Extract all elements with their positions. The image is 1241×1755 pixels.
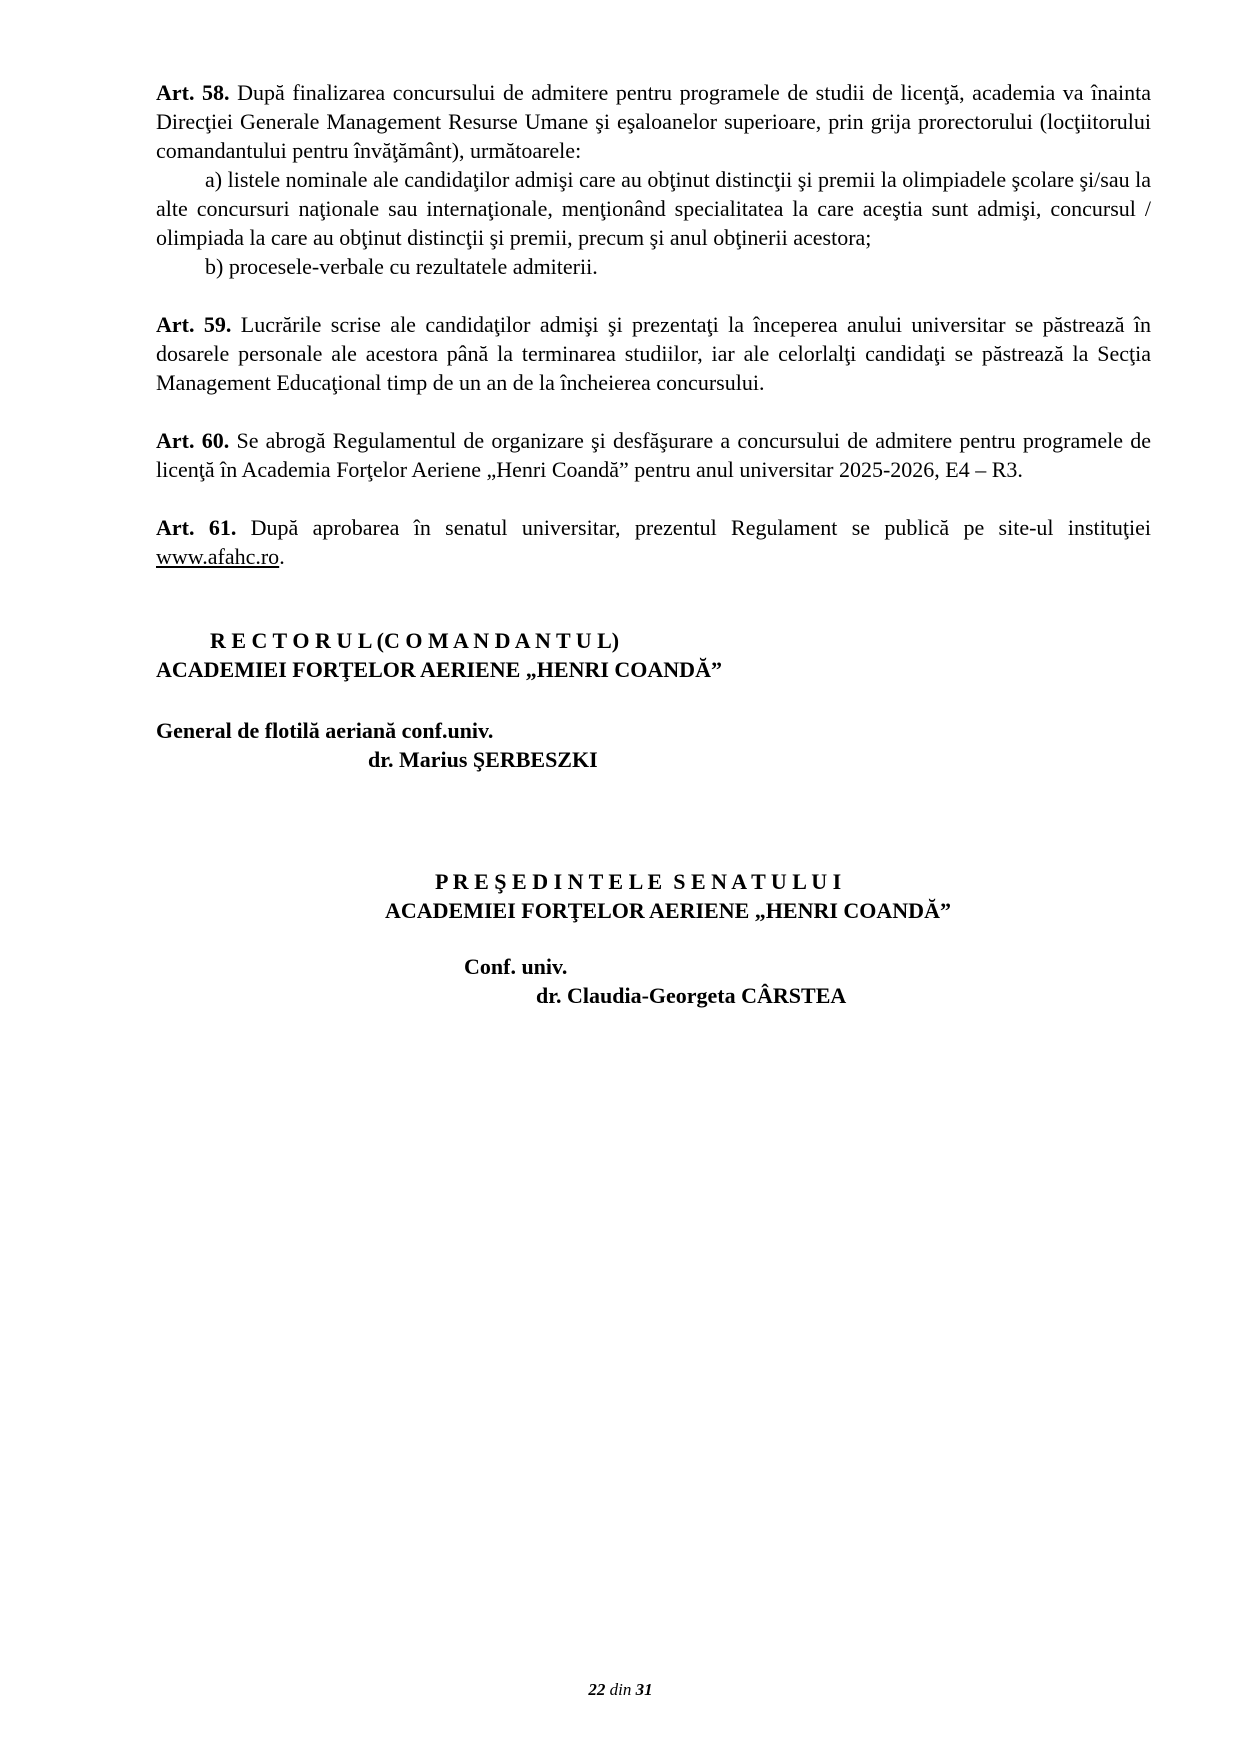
senate-president-rank: Conf. univ. <box>464 954 568 979</box>
article-61-label: Art. 61. <box>156 515 237 540</box>
article-58-item-a: a) listele nominale ale candidaţilor admişi care au obţinut distincţii şi premii la olimpiadele şcolare şi/sau la alte concursuri naţionale sau internaţionale, menţionând specialitatea la care aceştia sunt admişi, concursul / olimpiada la care au obţinut distincţii şi premii, precum şi anul obţinerii acestora; <box>156 167 1151 250</box>
article-60-paragraph <box>156 426 1151 484</box>
page-footer <box>0 1680 1241 1700</box>
article-61-text-tail: . <box>279 544 285 569</box>
article-58-item-b: b) procesele-verbale cu rezultatele admiterii. <box>205 254 598 279</box>
footer-of-word: din <box>609 1680 632 1699</box>
article-59-paragraph <box>156 310 1151 397</box>
article-59-label: Art. 59. <box>156 312 232 337</box>
rector-rank: General de flotilă aeriană conf.univ. <box>156 718 494 743</box>
senate-president-title: P R E Ş E D I N T E L E S E N A T U L U I <box>435 869 842 894</box>
senate-president-name: dr. Claudia-Georgeta CÂRSTEA <box>536 983 847 1008</box>
afahc-website-link[interactable]: www.afahc.ro <box>156 544 280 569</box>
article-59-text: Lucrările scrise ale candidaţilor admişi şi prezentaţi la începerea anului universitar se păstrează în dosarele personale ale acestora până la terminarea studiilor, iar ale celorlalţi candidaţi se păstrează la Secţia Management Educaţional timp de un an de la încheierea concursului. <box>156 312 1151 395</box>
rector-name: dr. Marius ŞERBESZKI <box>368 747 598 772</box>
article-58-paragraph <box>156 78 1151 165</box>
article-58-text: După finalizarea concursului de admitere pentru programele de studii de licenţă, academia va înainta Direcţiei Generale Management Resurse Umane şi eşaloanelor superioare, prin grija prorectorului (locţiitorului comandantului pentru învăţământ), următoarele: <box>156 80 1152 163</box>
footer-total-pages: 31 <box>635 1680 653 1699</box>
rector-organization: ACADEMIEI FORŢELOR AERIENE „HENRI COANDĂ” <box>156 657 722 682</box>
senate-president-organization: ACADEMIEI FORŢELOR AERIENE „HENRI COANDĂ” <box>385 898 951 923</box>
rector-title: R E C T O R U L (C O M A N D A N T U L) <box>210 628 620 653</box>
footer-page-number: 22 <box>588 1680 606 1699</box>
article-58-label: Art. 58. <box>156 80 230 105</box>
article-61-text: După aprobarea în senatul universitar, prezentul Regulament se publică pe site-ul instituţiei <box>250 515 1151 540</box>
article-60-label: Art. 60. <box>156 428 230 453</box>
article-60-text: Se abrogă Regulamentul de organizare şi desfăşurare a concursului de admitere pentru programele de licenţă în Academia Forţelor Aeriene „Henri Coandă” pentru anul universitar 2025-2026, E4 – R3. <box>156 428 1151 482</box>
article-61-paragraph <box>156 513 1151 571</box>
